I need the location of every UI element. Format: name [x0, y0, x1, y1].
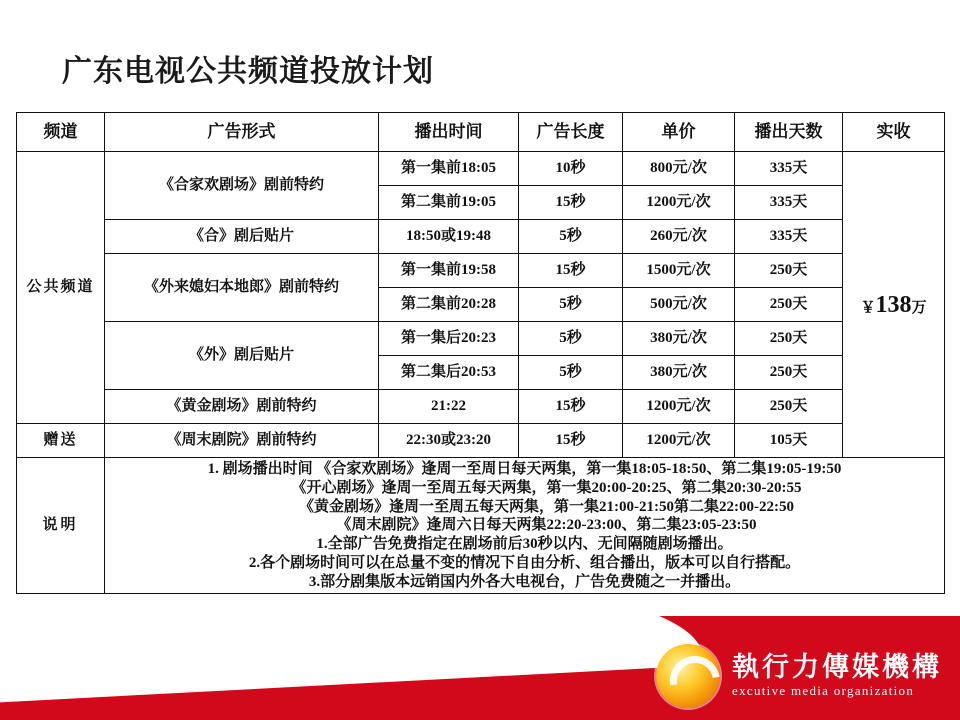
ad-length-cell: 15秒 [519, 186, 623, 220]
header-air-days: 播出天数 [735, 113, 843, 152]
spiral-logo-icon [656, 644, 720, 708]
table-header-row [17, 113, 945, 152]
unit-price-cell: 260元/次 [623, 220, 735, 254]
ad-length-cell: 5秒 [519, 322, 623, 356]
channel-gift-cell: 赠送 [17, 424, 105, 458]
note-line: 《周末剧院》逢周六日每天两集22:20-23:00、第二集23:05-23:50 [336, 517, 757, 534]
airtime-cell: 第二集前20:28 [379, 288, 519, 322]
ad-length-cell: 5秒 [519, 288, 623, 322]
note-line: 1. 剧场播出时间 《合家欢剧场》逢周一至周日每天两集，第一集18:05-18:50、第二集19:05-19:50 [207, 461, 842, 477]
ad-length-cell: 5秒 [519, 220, 623, 254]
air-days-cell: 250天 [735, 322, 843, 356]
table-row [17, 322, 945, 356]
unit-price-cell: 380元/次 [623, 322, 735, 356]
note-line: 1.全部广告免费指定在剧场前后30秒以内、无间隔随剧场播出。 [316, 536, 733, 552]
air-days-cell: 335天 [735, 186, 843, 220]
net-amount-cell [843, 152, 945, 458]
unit-price-cell: 1200元/次 [623, 186, 735, 220]
unit-price-cell: 1500元/次 [623, 254, 735, 288]
ad-length-cell: 15秒 [519, 424, 623, 458]
airtime-cell: 第二集前19:05 [379, 186, 519, 220]
unit-price-cell: 380元/次 [623, 356, 735, 390]
air-days-cell: 105天 [735, 424, 843, 458]
table-row [17, 220, 945, 254]
air-days-cell: 335天 [735, 220, 843, 254]
note-line: 《开心剧场》逢周一至周五每天两集，第一集20:00-20:25、第二集20:30-20:55 [291, 479, 802, 496]
ad-length-cell: 15秒 [519, 254, 623, 288]
air-days-cell: 250天 [735, 356, 843, 390]
ad-length-cell: 15秒 [519, 390, 623, 424]
ad-form-cell: 《外来媳妇本地郎》剧前特约 [105, 254, 379, 322]
ad-form-cell: 《合》剧后贴片 [105, 220, 379, 254]
ad-form-cell: 《外》剧后贴片 [105, 322, 379, 390]
ad-length-cell: 5秒 [519, 356, 623, 390]
airtime-cell: 21:22 [379, 390, 519, 424]
air-days-cell: 250天 [735, 390, 843, 424]
header-net-amount: 实收 [843, 113, 945, 152]
unit-price-cell: 1200元/次 [623, 424, 735, 458]
total-currency: ￥ [860, 299, 876, 316]
total-unit: 万 [911, 299, 927, 316]
unit-price-cell: 500元/次 [623, 288, 735, 322]
note-line: 3.部分剧集版本远销国内外各大电视台，广告免费随之一并播出。 [308, 573, 741, 590]
channel-public-cell: 公共频道 [17, 152, 105, 424]
table-row-notes [17, 458, 945, 594]
total-value: 138 [875, 291, 912, 318]
table-row [17, 254, 945, 288]
table-row [17, 390, 945, 424]
ad-length-cell: 10秒 [519, 152, 623, 186]
airtime-cell: 18:50或19:48 [379, 220, 519, 254]
footer-band [0, 616, 960, 720]
note-line: 2.各个剧场时间可以在总量不变的情况下自由分析、组合播出，版本可以自行搭配。 [248, 554, 801, 571]
header-airtime: 播出时间 [379, 113, 519, 152]
table-row-gift [17, 424, 945, 458]
air-days-cell: 250天 [735, 288, 843, 322]
ad-form-cell: 《周末剧院》剧前特约 [105, 424, 379, 458]
header-ad-form: 广告形式 [105, 113, 379, 152]
notes-label: 说明 [17, 458, 105, 594]
notes-body [105, 458, 945, 594]
media-plan-table [16, 112, 945, 594]
header-channel: 频道 [17, 113, 105, 152]
air-days-cell: 250天 [735, 254, 843, 288]
page-title: 广东电视公共频道投放计划 [62, 55, 434, 88]
airtime-cell: 第一集后20:23 [379, 322, 519, 356]
airtime-cell: 第二集后20:53 [379, 356, 519, 390]
logo-text-en: excutive media organization [732, 682, 915, 698]
header-unit-price: 单价 [623, 113, 735, 152]
ad-form-cell: 《黄金剧场》剧前特约 [105, 390, 379, 424]
unit-price-cell: 800元/次 [623, 152, 735, 186]
ad-form-cell: 《合家欢剧场》剧前特约 [105, 152, 379, 220]
airtime-cell: 第一集前18:05 [379, 152, 519, 186]
header-ad-length: 广告长度 [519, 113, 623, 152]
unit-price-cell: 1200元/次 [623, 390, 735, 424]
logo-text-cn: 執行力傳媒機構 [732, 652, 942, 683]
table-row [17, 152, 945, 186]
brand-logo [656, 644, 942, 708]
note-line: 《黄金剧场》逢周一至周五每天两集，第一集21:00-21:50第二集22:00-22:50 [299, 498, 794, 515]
airtime-cell: 第一集前19:58 [379, 254, 519, 288]
airtime-cell: 22:30或23:20 [379, 424, 519, 458]
air-days-cell: 335天 [735, 152, 843, 186]
